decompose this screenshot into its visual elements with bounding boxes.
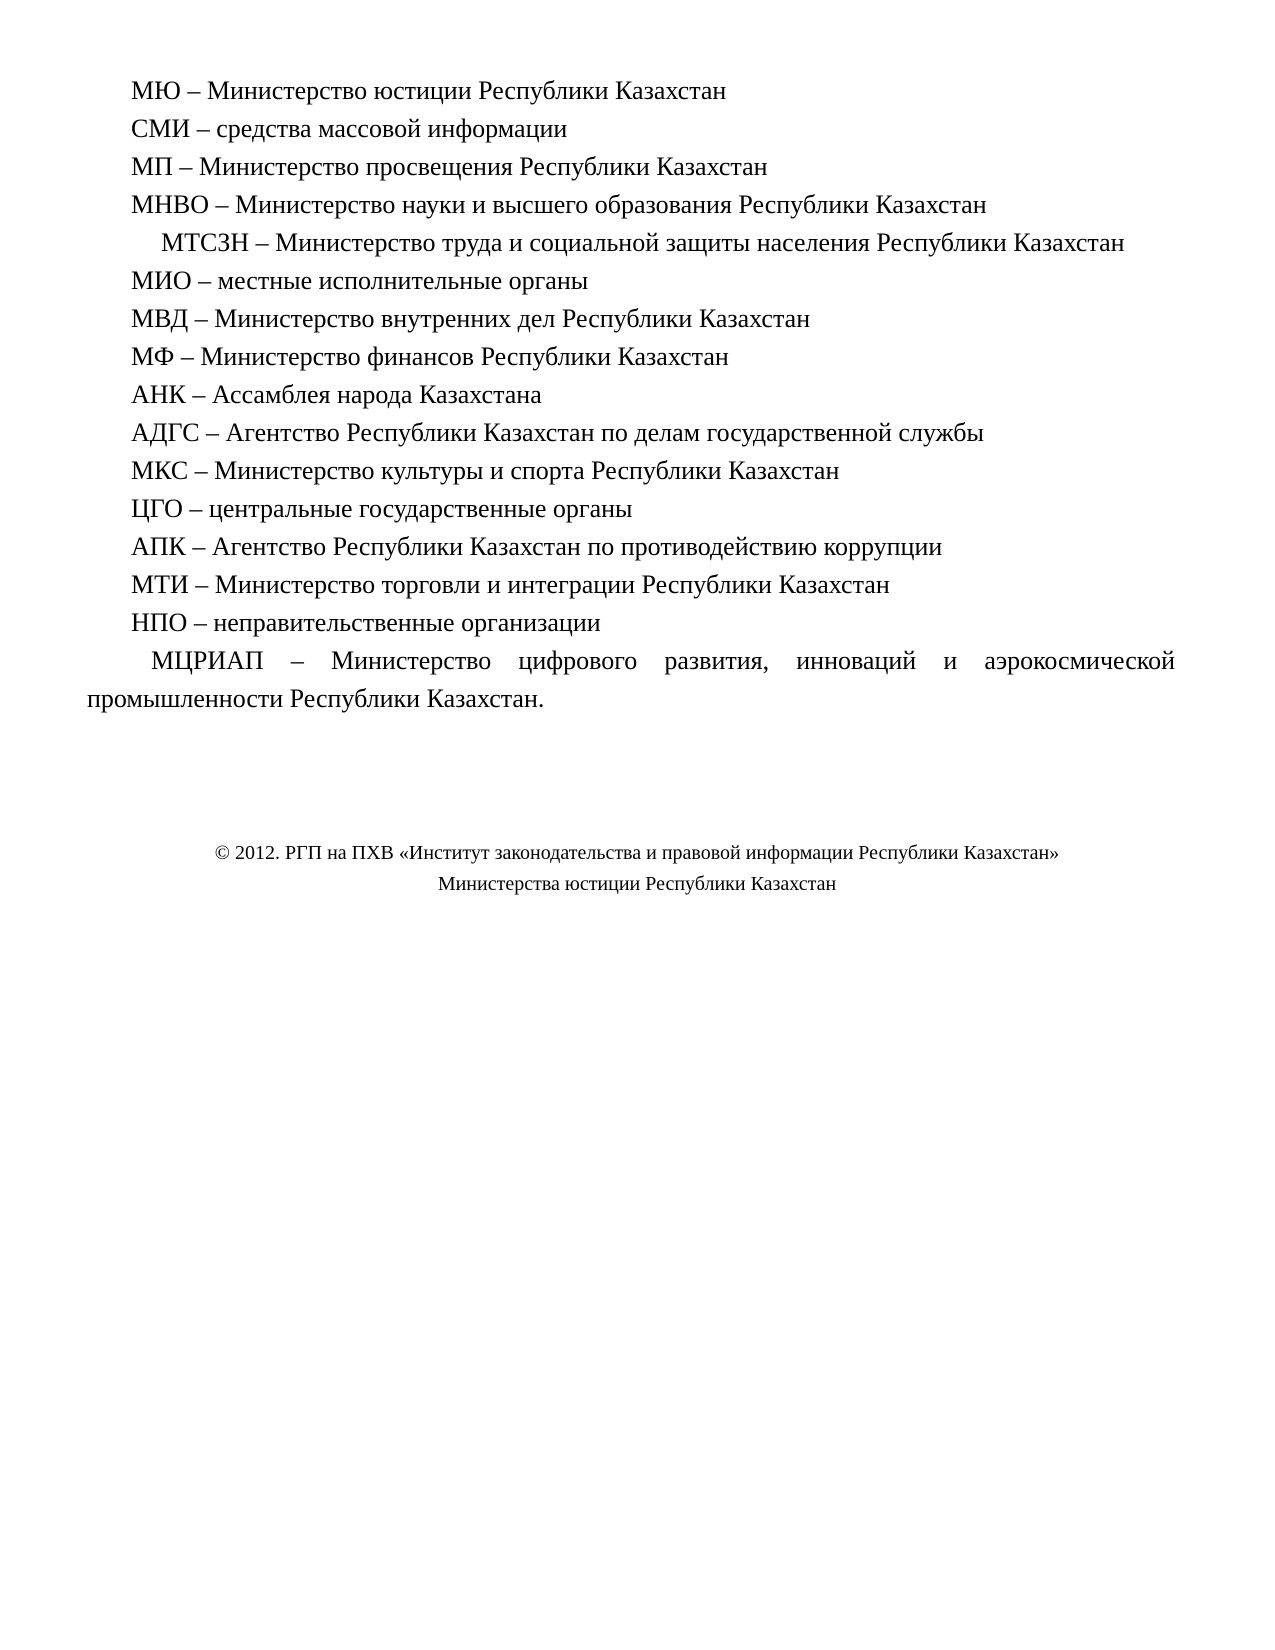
abbreviation-entry: АНК – Ассамблея народа Казахстана: [131, 380, 542, 409]
abbreviation-entry: МТИ – Министерство торговли и интеграции Республики Казахстан: [131, 570, 890, 599]
copyright-line: Министерства юстиции Республики Казахстан: [437, 873, 837, 895]
abbreviation-entry: МФ – Министерство финансов Республики Казахстан: [131, 342, 729, 371]
abbreviation-entry: ЦГО – центральные государственные органы: [131, 494, 633, 523]
abbreviation-entry: МИО – местные исполнительные органы: [131, 266, 589, 295]
abbreviation-entry: МНВО – Министерство науки и высшего образования Республики Казахстан: [131, 190, 987, 219]
abbreviation-entry: МЦРИАП – Министерство цифрового развития, инноваций и аэрокосмической промышленности Республики Казахстан.: [87, 646, 1175, 713]
copyright-line: © 2012. РГП на ПХВ «Институт законодательства и правовой информации Республики Казахстан»: [214, 842, 1060, 864]
abbreviation-entry: МП – Министерство просвещения Республики Казахстан: [131, 152, 768, 181]
abbreviation-list: [87, 72, 1175, 718]
abbreviation-entry: АДГС – Агентство Республики Казахстан по делам государственной службы: [131, 418, 984, 447]
abbreviation-entry: АПК – Агентство Республики Казахстан по противодействию коррупции: [131, 532, 943, 561]
abbreviation-entry: НПО – неправительственные организации: [131, 608, 601, 637]
abbreviation-entry: МЮ – Министерство юстиции Республики Казахстан: [131, 76, 727, 105]
abbreviation-entry: МТСЗН – Министерство труда и социальной защиты населения Республики Казахстан: [161, 228, 1125, 257]
abbreviation-entry: СМИ – средства массовой информации: [131, 114, 568, 143]
abbreviation-entry: МВД – Министерство внутренних дел Республики Казахстан: [131, 304, 811, 333]
copyright-footer: [87, 838, 1187, 900]
abbreviation-entry: МКС – Министерство культуры и спорта Республики Казахстан: [131, 456, 840, 485]
